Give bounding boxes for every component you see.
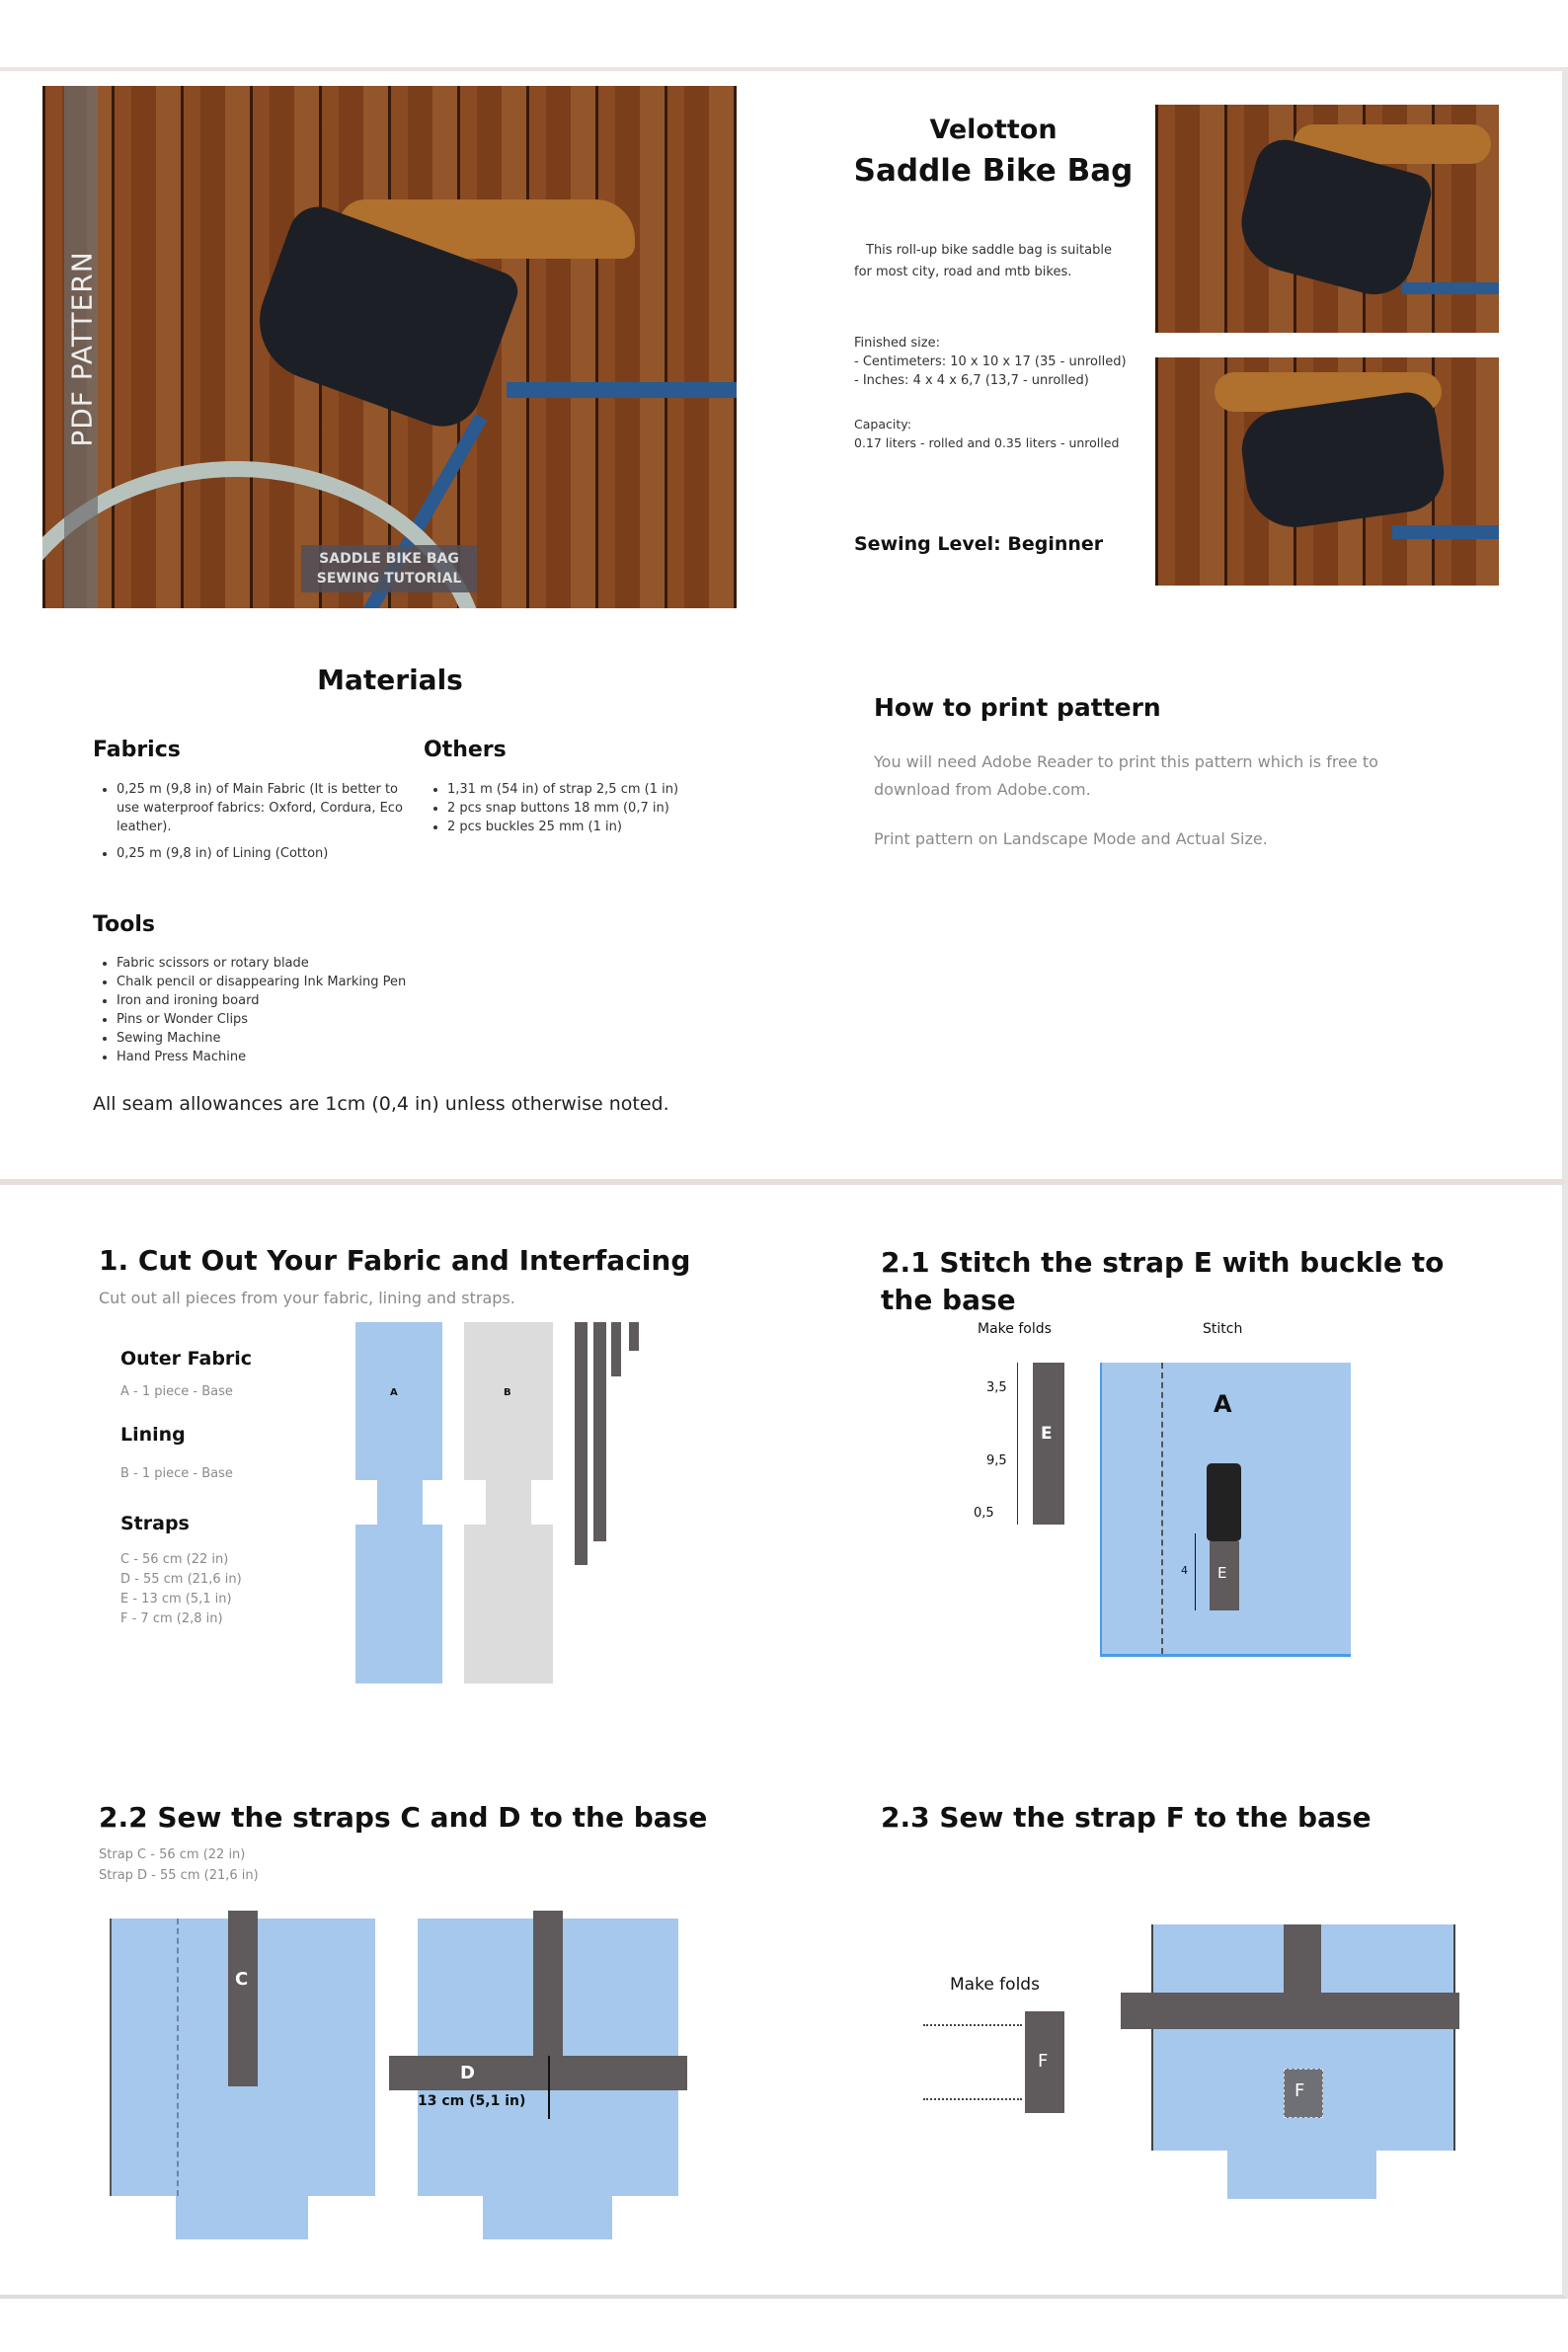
- step22-title: 2.2 Sew the straps C and D to the base: [99, 1801, 708, 1834]
- list-item: • Sewing Machine: [117, 1029, 511, 1048]
- capacity-value: 0.17 liters - rolled and 0.35 liters - unrolled: [854, 435, 1120, 450]
- seam-note: All seam allowances are 1cm (0,4 in) unless otherwise noted.: [93, 1093, 669, 1115]
- pattern-piece-b-bottom: [464, 1525, 553, 1684]
- strap-d-horizontal: [389, 2056, 687, 2090]
- step1-subtitle: Cut out all pieces from your fabric, lining and straps.: [99, 1289, 515, 1307]
- base-a-label: A: [1214, 1390, 1232, 1418]
- cover-photo: [42, 86, 737, 608]
- tools-list: [93, 954, 511, 1066]
- straps-list: [120, 1550, 242, 1629]
- list-item: • 0,25 m (9,8 in) of Lining (Cotton): [117, 844, 413, 863]
- dimension-line: [1195, 1533, 1196, 1610]
- list-item: • 2 pcs snap buttons 18 mm (0,7 in): [447, 799, 763, 818]
- list-item: C - 56 cm (22 in): [120, 1552, 229, 1567]
- finished-size-label: Finished size:: [854, 336, 940, 351]
- pattern-piece-a-neck: [377, 1480, 423, 1525]
- capacity-label: Capacity:: [854, 417, 911, 431]
- strap-vertical: [1284, 1924, 1321, 1994]
- print-title: How to print pattern: [874, 693, 1161, 722]
- strap-c-label: C: [235, 1969, 249, 1990]
- title-line1: Velotton: [929, 115, 1058, 145]
- strap-horizontal: [1121, 1993, 1459, 2029]
- badge-line1: SADDLE BIKE BAG: [319, 551, 459, 567]
- materials-title: Materials: [317, 664, 463, 696]
- step23-title: 2.3 Sew the strap F to the base: [881, 1801, 1372, 1834]
- tools-title: Tools: [93, 912, 155, 937]
- list-item: • Pins or Wonder Clips: [117, 1010, 511, 1029]
- strap-e-label: E: [1041, 1424, 1053, 1444]
- strap-d-label: D: [460, 2063, 475, 2083]
- pattern-piece-a-bottom: [355, 1525, 442, 1684]
- badge-line2: SEWING TUTORIAL: [316, 571, 462, 587]
- dimension-line: [1017, 1363, 1018, 1525]
- strap-e-sewn-label: E: [1217, 1564, 1227, 1582]
- finished-size-cm: - Centimeters: 10 x 10 x 17 (35 - unrolled): [854, 354, 1127, 369]
- step21-title: 2.1 Stitch the strap E with buckle to the base: [881, 1246, 1445, 1316]
- fold-line-top: [923, 2024, 1022, 2026]
- intro-description: This roll-up bike saddle bag is suitable for most city, road and mtb bikes.: [854, 243, 1112, 279]
- list-item: • Hand Press Machine: [117, 1048, 511, 1066]
- dim-0-5: 0,5: [974, 1506, 994, 1521]
- pattern-piece-b-top: [464, 1322, 553, 1480]
- strap-d: [593, 1322, 606, 1541]
- make-folds-label: Make folds: [950, 1975, 1040, 1995]
- list-item: • 2 pcs buckles 25 mm (1 in): [447, 818, 763, 836]
- dim-9-5: 9,5: [986, 1453, 1007, 1468]
- piece-b-label: B: [504, 1387, 511, 1398]
- lining-title: Lining: [120, 1424, 186, 1446]
- step1-title: 1. Cut Out Your Fabric and Interfacing: [99, 1244, 691, 1277]
- pattern-piece-b-neck: [486, 1480, 531, 1525]
- list-item: • Fabric scissors or rotary blade: [117, 954, 511, 973]
- base-right-tab: [483, 2196, 612, 2239]
- list-item: • 1,31 m (54 in) of strap 2,5 cm (1 in): [447, 780, 763, 799]
- strap-c-vertical: [533, 1911, 563, 2072]
- straps-title: Straps: [120, 1513, 190, 1534]
- product-photo-1: [1155, 105, 1499, 333]
- side-label: PDF PATTERN: [65, 251, 99, 447]
- pattern-piece-a-top: [355, 1322, 442, 1480]
- fold-line-bottom: [923, 2098, 1022, 2100]
- finished-size: [854, 334, 1150, 390]
- list-item: • 0,25 m (9,8 in) of Main Fabric (It is better to use waterproof fabrics: Oxford, Cordura, Eco leather).: [117, 780, 413, 836]
- print-para2: Print pattern on Landscape Mode and Actual Size.: [874, 829, 1268, 848]
- strap-e-fold: [1033, 1363, 1064, 1525]
- title-line2: Saddle Bike Bag: [853, 153, 1134, 189]
- strap-c-length: Strap C - 56 cm (22 in): [99, 1847, 246, 1862]
- others-title: Others: [424, 738, 507, 762]
- base-f-tab: [1227, 2151, 1376, 2199]
- product-photo-2: [1155, 357, 1499, 586]
- strap-c: [575, 1322, 588, 1565]
- strap-f: [629, 1322, 639, 1351]
- bike-frame: [1392, 525, 1499, 539]
- dimension-line: [548, 2056, 550, 2119]
- fabrics-list: [93, 780, 413, 863]
- strap-f-label: F: [1038, 2051, 1049, 2072]
- list-item: • Chalk pencil or disappearing Ink Marking Pen: [117, 973, 511, 991]
- fabrics-title: Fabrics: [93, 738, 181, 762]
- bike-frame: [1402, 282, 1499, 294]
- strap-f-sewn-label: F: [1294, 2080, 1305, 2101]
- list-item: F - 7 cm (2,8 in): [120, 1611, 223, 1626]
- outer-fabric-title: Outer Fabric: [120, 1348, 253, 1370]
- list-item: E - 13 cm (5,1 in): [120, 1592, 232, 1607]
- buckle-icon: [1207, 1463, 1241, 1541]
- dim-3-5: 3,5: [986, 1380, 1007, 1395]
- stitch-line: [177, 1919, 179, 2196]
- bike-top-tube: [507, 382, 737, 398]
- stitch-line: [1161, 1363, 1163, 1654]
- lining-text: B - 1 piece - Base: [120, 1466, 233, 1481]
- list-item: D - 55 cm (21,6 in): [120, 1572, 242, 1587]
- strap-c-sewn: [228, 1911, 258, 2086]
- list-item: • Iron and ironing board: [117, 991, 511, 1010]
- print-para1: You will need Adobe Reader to print this pattern which is free to download from Adobe.com.: [874, 752, 1378, 799]
- measure-label: 13 cm (5,1 in): [418, 2093, 526, 2109]
- make-folds-label: Make folds: [978, 1321, 1052, 1337]
- outer-fabric-text: A - 1 piece - Base: [120, 1384, 233, 1399]
- cover-badge: [301, 545, 477, 592]
- stitch-label: Stitch: [1203, 1321, 1243, 1337]
- strap-e: [611, 1322, 621, 1376]
- others-list: [424, 780, 763, 836]
- strap-d-length: Strap D - 55 cm (21,6 in): [99, 1868, 259, 1883]
- piece-a-label: A: [390, 1387, 398, 1398]
- dim-4: 4: [1181, 1564, 1188, 1577]
- capacity: [854, 415, 1160, 452]
- finished-size-in: - Inches: 4 x 4 x 6,7 (13,7 - unrolled): [854, 373, 1089, 388]
- sewing-level: Sewing Level: Beginner: [854, 533, 1104, 555]
- base-left-tab: [176, 2196, 308, 2239]
